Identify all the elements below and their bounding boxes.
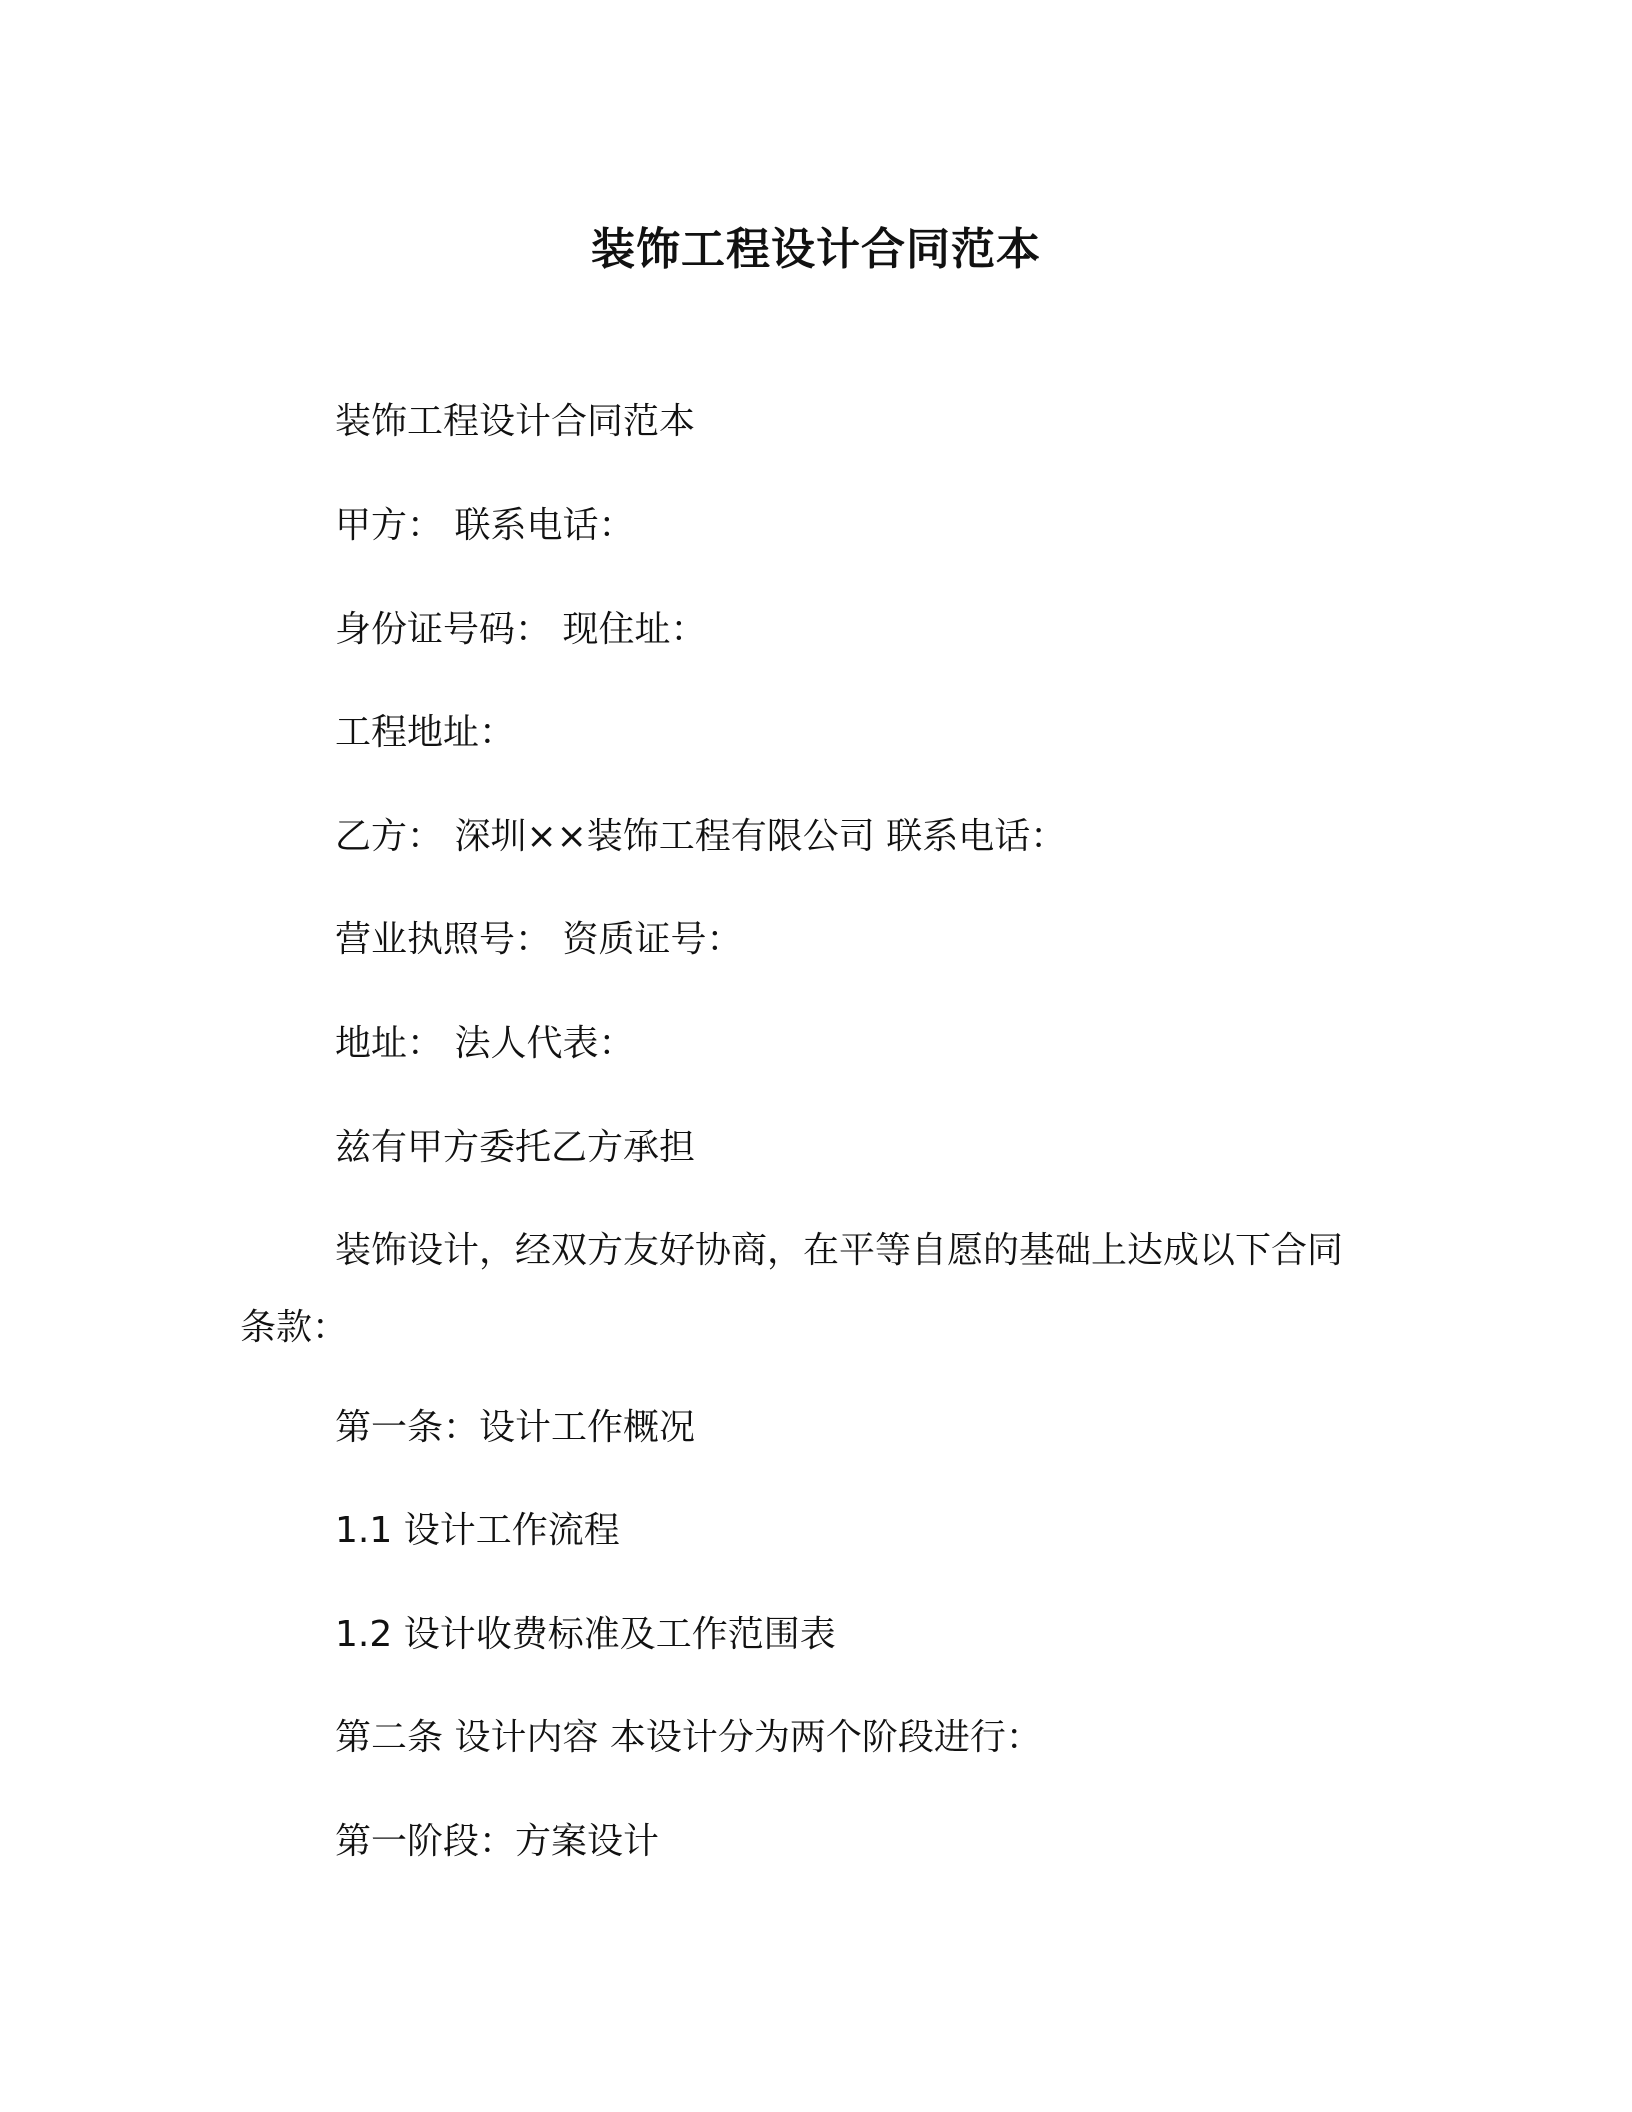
clause-2-heading: 第二条 设计内容 本设计分为两个阶段进行： [335, 1717, 1042, 1758]
clause-1-1: 1.1 设计工作流程 [335, 1510, 620, 1551]
document-title: 装饰工程设计合同范本 [591, 224, 1041, 275]
paragraph-subtitle: 装饰工程设计合同范本 [335, 401, 696, 442]
paragraph-business-license: 营业执照号： 资质证号： [335, 919, 743, 960]
paragraph-project-address: 工程地址： [335, 712, 516, 753]
paragraph-id-number: 身份证号码： 现住址： [335, 609, 707, 650]
paragraph-commission: 兹有甲方委托乙方承担 [335, 1127, 696, 1168]
paragraph-agreement-line2: 条款： [240, 1307, 349, 1348]
clause-2-stage-1: 第一阶段：方案设计 [335, 1821, 660, 1862]
clause-1-2: 1.2 设计收费标准及工作范围表 [335, 1614, 836, 1655]
paragraph-agreement [240, 1227, 1380, 1352]
paragraph-party-b: 乙方： 深圳××装饰工程有限公司 联系电话： [335, 816, 1067, 857]
paragraph-party-a: 甲方： 联系电话： [335, 505, 635, 546]
clause-1-heading: 第一条：设计工作概况 [335, 1407, 696, 1448]
paragraph-legal-representative: 地址： 法人代表： [335, 1023, 635, 1064]
paragraph-agreement-line1: 装饰设计，经双方友好协商，在平等自愿的基础上达成以下合同 [335, 1230, 1344, 1271]
